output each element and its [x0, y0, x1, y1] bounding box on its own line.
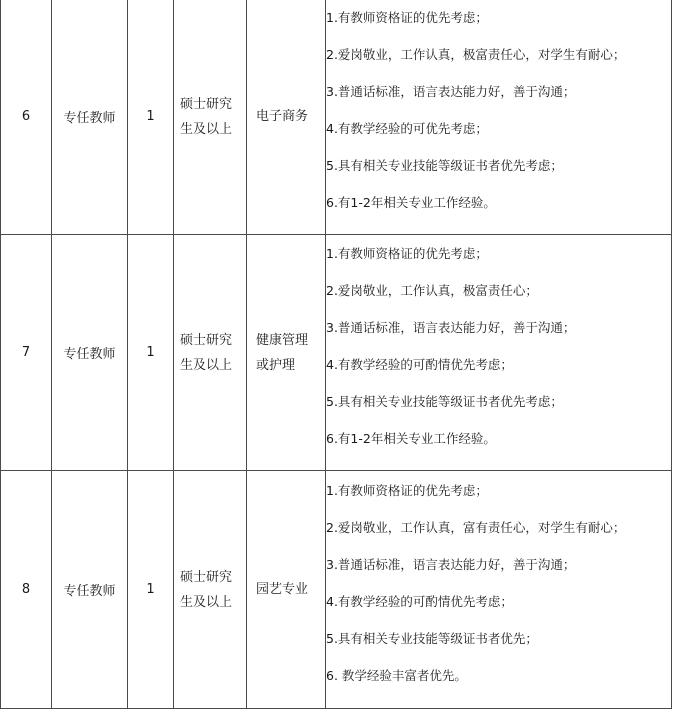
- requirement-line: 4.有教学经验的可酌情优先考虑；: [326, 593, 513, 609]
- requirement-line: 1.有教师资格证的优先考虑；: [326, 482, 488, 498]
- table-row: [1, 235, 672, 471]
- education-cell: [174, 471, 247, 709]
- requirement-line: 4.有教学经验的可优先考虑；: [326, 120, 488, 136]
- count-cell: 1: [128, 0, 174, 235]
- major-text: 园艺专业: [256, 582, 309, 597]
- requirement-line: 5.具有相关专业技能等级证书者优先考虑；: [326, 393, 563, 409]
- requirements-cell: [326, 0, 672, 235]
- education-text: 硕士研究生及以上: [180, 332, 233, 373]
- row-index-cell: 7: [1, 235, 52, 471]
- position-cell: 专任教师: [52, 235, 128, 471]
- position-cell: 专任教师: [52, 471, 128, 709]
- requirement-line: 5.具有相关专业技能等级证书者优先；: [326, 630, 538, 646]
- requirement-line: 1.有教师资格证的优先考虑；: [326, 9, 488, 25]
- major-text: 电子商务: [256, 109, 309, 124]
- count-cell: 1: [128, 235, 174, 471]
- requirement-line: 5.具有相关专业技能等级证书者优先考虑；: [326, 157, 563, 173]
- requirement-line: 2.爱岗敬业，工作认真，极富责任心，对学生有耐心；: [326, 46, 626, 62]
- requirement-line: 3.普通话标准，语言表达能力好，善于沟通；: [326, 556, 576, 572]
- requirement-line: 3.普通话标准，语言表达能力好，善于沟通；: [326, 83, 576, 99]
- education-text: 硕士研究生及以上: [180, 96, 233, 137]
- position-cell: 专任教师: [52, 0, 128, 235]
- requirements-cell: [326, 235, 672, 471]
- table-row: [1, 0, 672, 235]
- major-cell: [247, 0, 326, 235]
- requirement-line: 2.爱岗敬业，工作认真，富有责任心，对学生有耐心；: [326, 519, 626, 535]
- major-cell: [247, 235, 326, 471]
- requirements-cell: [326, 471, 672, 709]
- major-cell: [247, 471, 326, 709]
- table-row: [1, 471, 672, 709]
- requirement-line: 6. 教学经验丰富者优先。: [326, 667, 467, 683]
- requirement-line: 4.有教学经验的可酌情优先考虑；: [326, 356, 513, 372]
- requirement-line: 1.有教师资格证的优先考虑；: [326, 245, 488, 261]
- major-text: 健康管理或护理: [256, 332, 309, 373]
- education-cell: [174, 0, 247, 235]
- education-text: 硕士研究生及以上: [180, 569, 233, 610]
- requirement-line: 6.有1-2年相关专业工作经验。: [326, 194, 496, 210]
- education-cell: [174, 235, 247, 471]
- count-cell: 1: [128, 471, 174, 709]
- row-index-cell: 6: [1, 0, 52, 235]
- requirement-line: 6.有1-2年相关专业工作经验。: [326, 430, 496, 446]
- row-index-cell: 8: [1, 471, 52, 709]
- requirement-line: 3.普通话标准，语言表达能力好，善于沟通；: [326, 319, 576, 335]
- requirement-line: 2.爱岗敬业，工作认真，极富责任心；: [326, 282, 538, 298]
